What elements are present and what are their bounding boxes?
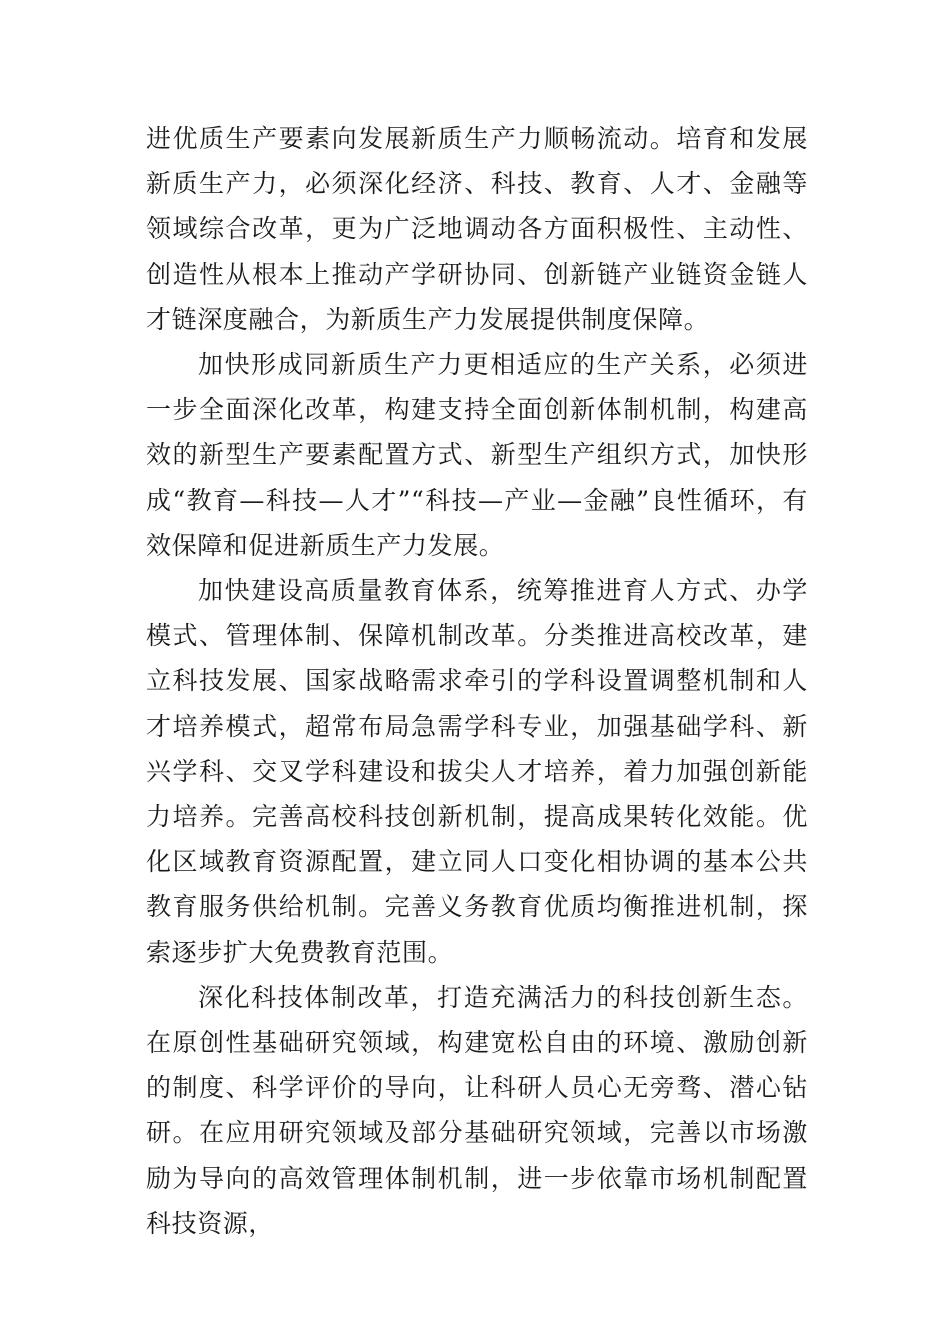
paragraph-4: 深化科技体制改革，打造充满活力的科技创新生态。在原创性基础研究领域，构建宽松自由的环境、激励创新的制度、科学评价的导向，让科研人员心无旁骛、潜心钻研。在应用研究领域及部分基础研究领域，完善以市场激励为导向的高效管理体制机制，进一步依靠市场机制配置科技资源， (146, 982, 808, 1238)
paragraph-2: 加快形成同新质生产力更相适应的生产关系，必须进一步全面深化改革，构建支持全面创新体制机制，构建高效的新型生产要素配置方式、新型生产组织方式，加快形成“教育—科技—人才”“科技—产业—金融”良性循环，有效保障和促进新质生产力发展。 (146, 350, 808, 560)
paragraph-1-continued: 进优质生产要素向发展新质生产力顺畅流动。培育和发展新质生产力，必须深化经济、科技、教育、人才、金融等领域综合改革，更为广泛地调动各方面积极性、主动性、创造性从根本上推动产学研协同、创新链产业链资金链人才链深度融合，为新质生产力发展提供制度保障。 (146, 124, 808, 334)
paragraph-3: 加快建设高质量教育体系，统筹推进育人方式、办学模式、管理体制、保障机制改革。分类推进高校改革，建立科技发展、国家战略需求牵引的学科设置调整机制和人才培养模式，超常布局急需学科专业，加强基础学科、新兴学科、交叉学科建设和拔尖人才培养，着力加强创新能力培养。完善高校科技创新机制，提高成果转化效能。优化区域教育资源配置，建立同人口变化相协调的基本公共教育服务供给机制。完善义务教育优质均衡推进机制，探索逐步扩大免费教育范围。 (146, 576, 808, 967)
document-body (146, 116, 808, 1246)
